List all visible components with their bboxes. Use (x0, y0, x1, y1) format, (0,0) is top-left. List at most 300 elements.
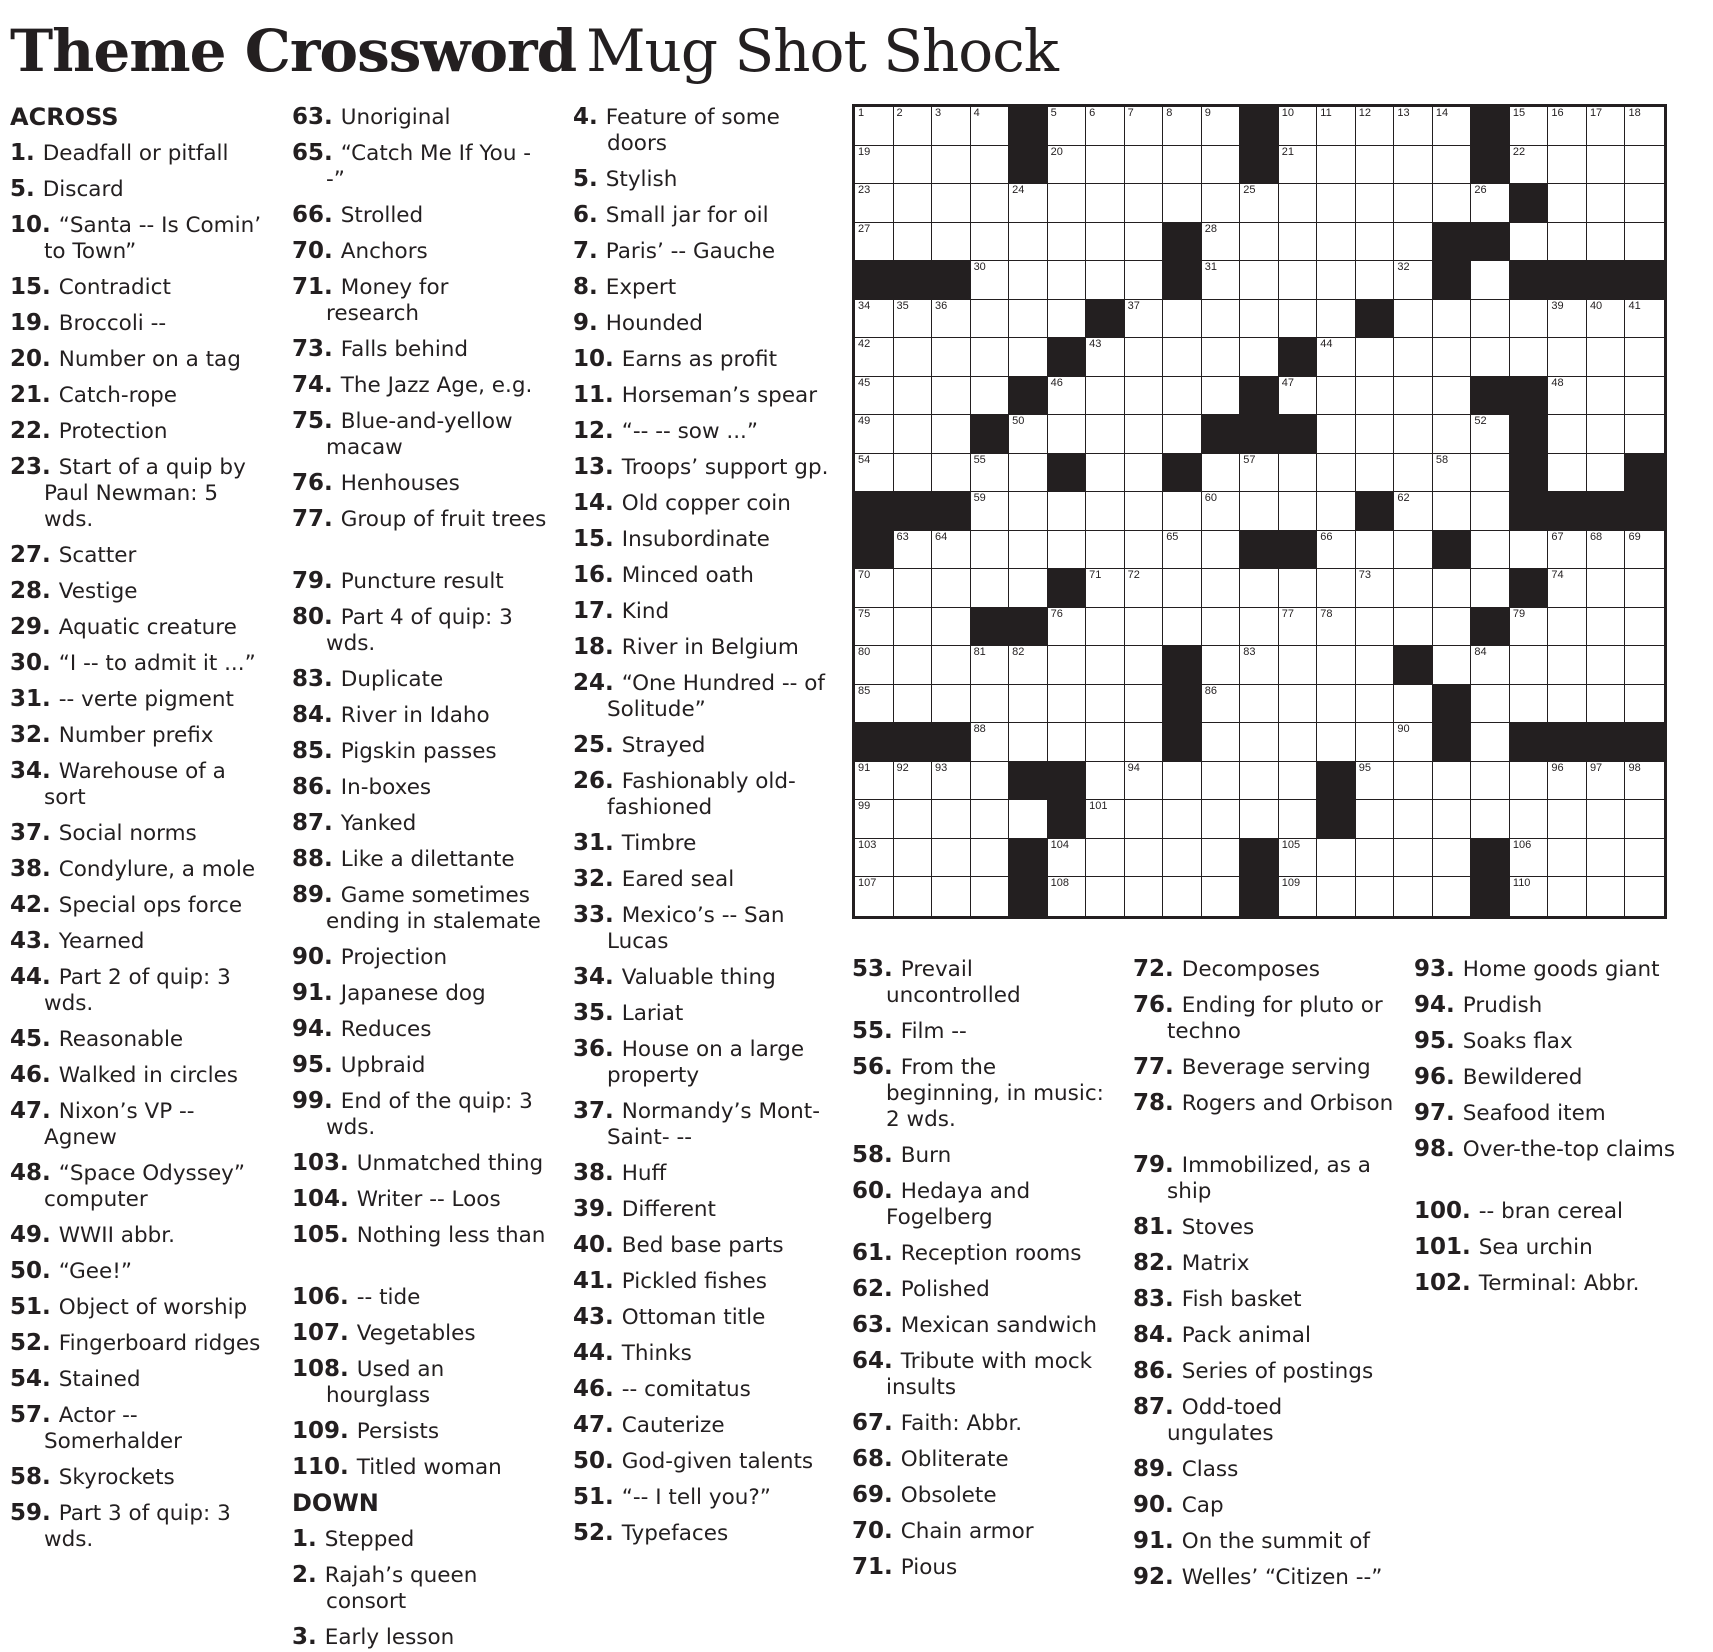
grid-cell[interactable] (971, 646, 1010, 685)
grid-cell[interactable] (1125, 877, 1164, 916)
grid-cell[interactable] (1548, 146, 1587, 185)
grid-cell[interactable] (1086, 415, 1125, 454)
grid-cell[interactable] (1433, 608, 1472, 647)
grid-cell[interactable] (1125, 261, 1164, 300)
grid-cell[interactable] (1086, 723, 1125, 762)
grid-cell[interactable] (932, 300, 971, 339)
grid-cell[interactable] (1548, 762, 1587, 801)
grid-cell[interactable] (1048, 685, 1087, 724)
grid-cell[interactable] (971, 877, 1010, 916)
grid-cell[interactable] (1009, 184, 1048, 223)
grid-cell[interactable] (1625, 646, 1664, 685)
grid-cell[interactable] (1510, 839, 1549, 878)
grid-cell[interactable] (1356, 223, 1395, 262)
grid-cell[interactable] (1125, 223, 1164, 262)
grid-cell[interactable] (894, 531, 933, 570)
grid-cell[interactable] (1125, 492, 1164, 531)
grid-cell[interactable] (1356, 723, 1395, 762)
grid-cell[interactable] (1317, 723, 1356, 762)
grid-cell[interactable] (1125, 608, 1164, 647)
grid-cell[interactable] (1009, 454, 1048, 493)
grid-cell[interactable] (1163, 877, 1202, 916)
grid-cell[interactable] (855, 415, 894, 454)
grid-cell[interactable] (855, 184, 894, 223)
grid-cell[interactable] (1086, 685, 1125, 724)
grid-cell[interactable] (1048, 300, 1087, 339)
grid-cell[interactable] (1202, 839, 1241, 878)
grid-cell[interactable] (1009, 415, 1048, 454)
grid-cell[interactable] (1202, 877, 1241, 916)
grid-cell[interactable] (1356, 685, 1395, 724)
grid-cell[interactable] (1125, 454, 1164, 493)
grid-cell[interactable] (1240, 608, 1279, 647)
grid-cell[interactable] (1394, 685, 1433, 724)
grid-cell[interactable] (1125, 569, 1164, 608)
grid-cell[interactable] (1279, 492, 1318, 531)
grid-cell[interactable] (1048, 415, 1087, 454)
grid-cell[interactable] (1548, 569, 1587, 608)
grid-cell[interactable] (1471, 454, 1510, 493)
grid-cell[interactable] (1048, 107, 1087, 146)
grid-cell[interactable] (1587, 300, 1626, 339)
grid-cell[interactable] (1202, 569, 1241, 608)
grid-cell[interactable] (1356, 377, 1395, 416)
grid-cell[interactable] (1163, 107, 1202, 146)
grid-cell[interactable] (1240, 261, 1279, 300)
grid-cell[interactable] (1587, 146, 1626, 185)
grid-cell[interactable] (1163, 839, 1202, 878)
grid-cell[interactable] (1510, 531, 1549, 570)
grid-cell[interactable] (1433, 338, 1472, 377)
grid-cell[interactable] (1317, 877, 1356, 916)
grid-cell[interactable] (1394, 377, 1433, 416)
grid-cell[interactable] (1086, 569, 1125, 608)
grid-cell[interactable] (1548, 608, 1587, 647)
grid-cell[interactable] (1240, 569, 1279, 608)
grid-cell[interactable] (1510, 762, 1549, 801)
grid-cell[interactable] (1317, 184, 1356, 223)
grid-cell[interactable] (1394, 300, 1433, 339)
grid-cell[interactable] (1202, 184, 1241, 223)
grid-cell[interactable] (1625, 184, 1664, 223)
grid-cell[interactable] (932, 454, 971, 493)
grid-cell[interactable] (932, 608, 971, 647)
grid-cell[interactable] (1125, 800, 1164, 839)
grid-cell[interactable] (1587, 377, 1626, 416)
grid-cell[interactable] (1394, 531, 1433, 570)
grid-cell[interactable] (1163, 338, 1202, 377)
grid-cell[interactable] (1202, 107, 1241, 146)
grid-cell[interactable] (971, 839, 1010, 878)
grid-cell[interactable] (1394, 877, 1433, 916)
grid-cell[interactable] (1086, 184, 1125, 223)
grid-cell[interactable] (1279, 839, 1318, 878)
grid-cell[interactable] (855, 839, 894, 878)
grid-cell[interactable] (1009, 300, 1048, 339)
grid-cell[interactable] (1125, 338, 1164, 377)
grid-cell[interactable] (1086, 338, 1125, 377)
grid-cell[interactable] (894, 454, 933, 493)
grid-cell[interactable] (1086, 261, 1125, 300)
grid-cell[interactable] (1086, 800, 1125, 839)
grid-cell[interactable] (855, 377, 894, 416)
grid-cell[interactable] (1587, 608, 1626, 647)
grid-cell[interactable] (1279, 569, 1318, 608)
grid-cell[interactable] (932, 223, 971, 262)
grid-cell[interactable] (1625, 338, 1664, 377)
grid-cell[interactable] (1279, 877, 1318, 916)
grid-cell[interactable] (1471, 261, 1510, 300)
grid-cell[interactable] (971, 531, 1010, 570)
grid-cell[interactable] (1048, 184, 1087, 223)
grid-cell[interactable] (971, 261, 1010, 300)
grid-cell[interactable] (1510, 608, 1549, 647)
grid-cell[interactable] (1279, 223, 1318, 262)
grid-cell[interactable] (1202, 646, 1241, 685)
grid-cell[interactable] (1163, 762, 1202, 801)
grid-cell[interactable] (1317, 839, 1356, 878)
grid-cell[interactable] (1587, 646, 1626, 685)
grid-cell[interactable] (1009, 646, 1048, 685)
grid-cell[interactable] (1471, 800, 1510, 839)
grid-cell[interactable] (971, 107, 1010, 146)
grid-cell[interactable] (1394, 723, 1433, 762)
grid-cell[interactable] (894, 608, 933, 647)
grid-cell[interactable] (894, 223, 933, 262)
grid-cell[interactable] (1279, 685, 1318, 724)
grid-cell[interactable] (1279, 646, 1318, 685)
grid-cell[interactable] (1394, 261, 1433, 300)
grid-cell[interactable] (1625, 877, 1664, 916)
grid-cell[interactable] (1125, 839, 1164, 878)
grid-cell[interactable] (894, 646, 933, 685)
grid-cell[interactable] (1394, 454, 1433, 493)
grid-cell[interactable] (1394, 146, 1433, 185)
grid-cell[interactable] (1317, 569, 1356, 608)
grid-cell[interactable] (1394, 223, 1433, 262)
grid-cell[interactable] (1125, 300, 1164, 339)
grid-cell[interactable] (1587, 338, 1626, 377)
grid-cell[interactable] (1394, 608, 1433, 647)
grid-cell[interactable] (1548, 338, 1587, 377)
grid-cell[interactable] (1471, 531, 1510, 570)
grid-cell[interactable] (1471, 646, 1510, 685)
grid-cell[interactable] (855, 569, 894, 608)
grid-cell[interactable] (1240, 762, 1279, 801)
grid-cell[interactable] (1163, 531, 1202, 570)
grid-cell[interactable] (932, 646, 971, 685)
grid-cell[interactable] (1163, 800, 1202, 839)
grid-cell[interactable] (1086, 877, 1125, 916)
grid-cell[interactable] (1317, 338, 1356, 377)
grid-cell[interactable] (1240, 646, 1279, 685)
grid-cell[interactable] (1625, 146, 1664, 185)
grid-cell[interactable] (894, 685, 933, 724)
grid-cell[interactable] (1048, 223, 1087, 262)
grid-cell[interactable] (1086, 377, 1125, 416)
grid-cell[interactable] (894, 377, 933, 416)
grid-cell[interactable] (1356, 261, 1395, 300)
grid-cell[interactable] (1279, 300, 1318, 339)
grid-cell[interactable] (1240, 300, 1279, 339)
grid-cell[interactable] (1471, 569, 1510, 608)
grid-cell[interactable] (1086, 146, 1125, 185)
grid-cell[interactable] (1433, 107, 1472, 146)
grid-cell[interactable] (971, 569, 1010, 608)
grid-cell[interactable] (1317, 531, 1356, 570)
grid-cell[interactable] (1202, 146, 1241, 185)
grid-cell[interactable] (1009, 685, 1048, 724)
grid-cell[interactable] (1625, 223, 1664, 262)
grid-cell[interactable] (932, 338, 971, 377)
grid-cell[interactable] (1433, 492, 1472, 531)
grid-cell[interactable] (1356, 646, 1395, 685)
grid-cell[interactable] (1471, 184, 1510, 223)
grid-cell[interactable] (855, 223, 894, 262)
grid-cell[interactable] (894, 762, 933, 801)
grid-cell[interactable] (1086, 454, 1125, 493)
grid-cell[interactable] (1317, 223, 1356, 262)
grid-cell[interactable] (1548, 531, 1587, 570)
grid-cell[interactable] (1587, 685, 1626, 724)
grid-cell[interactable] (1317, 146, 1356, 185)
grid-cell[interactable] (1587, 762, 1626, 801)
grid-cell[interactable] (1625, 608, 1664, 647)
grid-cell[interactable] (1086, 839, 1125, 878)
grid-cell[interactable] (971, 762, 1010, 801)
grid-cell[interactable] (1394, 762, 1433, 801)
grid-cell[interactable] (1202, 723, 1241, 762)
grid-cell[interactable] (894, 146, 933, 185)
grid-cell[interactable] (855, 107, 894, 146)
grid-cell[interactable] (1048, 377, 1087, 416)
grid-cell[interactable] (1433, 454, 1472, 493)
grid-cell[interactable] (932, 415, 971, 454)
grid-cell[interactable] (1587, 800, 1626, 839)
grid-cell[interactable] (1587, 877, 1626, 916)
grid-cell[interactable] (1356, 184, 1395, 223)
grid-cell[interactable] (932, 107, 971, 146)
grid-cell[interactable] (1394, 338, 1433, 377)
grid-cell[interactable] (1202, 531, 1241, 570)
grid-cell[interactable] (855, 877, 894, 916)
grid-cell[interactable] (1240, 223, 1279, 262)
grid-cell[interactable] (1125, 146, 1164, 185)
grid-cell[interactable] (1125, 685, 1164, 724)
grid-cell[interactable] (855, 338, 894, 377)
grid-cell[interactable] (894, 877, 933, 916)
grid-cell[interactable] (1163, 415, 1202, 454)
grid-cell[interactable] (1587, 569, 1626, 608)
grid-cell[interactable] (1125, 531, 1164, 570)
grid-cell[interactable] (1510, 107, 1549, 146)
grid-cell[interactable] (1279, 454, 1318, 493)
grid-cell[interactable] (1433, 300, 1472, 339)
grid-cell[interactable] (1471, 338, 1510, 377)
grid-cell[interactable] (1048, 646, 1087, 685)
grid-cell[interactable] (1510, 800, 1549, 839)
grid-cell[interactable] (1471, 492, 1510, 531)
grid-cell[interactable] (1048, 261, 1087, 300)
grid-cell[interactable] (1587, 415, 1626, 454)
grid-cell[interactable] (1394, 492, 1433, 531)
grid-cell[interactable] (1510, 300, 1549, 339)
grid-cell[interactable] (1510, 338, 1549, 377)
grid-cell[interactable] (1625, 762, 1664, 801)
grid-cell[interactable] (1356, 454, 1395, 493)
grid-cell[interactable] (1317, 107, 1356, 146)
grid-cell[interactable] (971, 300, 1010, 339)
grid-cell[interactable] (1471, 685, 1510, 724)
grid-cell[interactable] (971, 800, 1010, 839)
grid-cell[interactable] (1433, 415, 1472, 454)
grid-cell[interactable] (1356, 338, 1395, 377)
grid-cell[interactable] (855, 454, 894, 493)
grid-cell[interactable] (1240, 184, 1279, 223)
grid-cell[interactable] (855, 300, 894, 339)
grid-cell[interactable] (1587, 223, 1626, 262)
grid-cell[interactable] (971, 492, 1010, 531)
grid-cell[interactable] (1317, 685, 1356, 724)
grid-cell[interactable] (932, 800, 971, 839)
grid-cell[interactable] (1625, 685, 1664, 724)
grid-cell[interactable] (1009, 800, 1048, 839)
grid-cell[interactable] (1125, 377, 1164, 416)
grid-cell[interactable] (894, 184, 933, 223)
grid-cell[interactable] (894, 415, 933, 454)
grid-cell[interactable] (894, 839, 933, 878)
grid-cell[interactable] (1202, 377, 1241, 416)
grid-cell[interactable] (1086, 492, 1125, 531)
grid-cell[interactable] (1279, 184, 1318, 223)
grid-cell[interactable] (1317, 377, 1356, 416)
grid-cell[interactable] (971, 377, 1010, 416)
grid-cell[interactable] (1356, 877, 1395, 916)
grid-cell[interactable] (1009, 492, 1048, 531)
grid-cell[interactable] (1317, 300, 1356, 339)
grid-cell[interactable] (1086, 608, 1125, 647)
grid-cell[interactable] (1394, 839, 1433, 878)
grid-cell[interactable] (1279, 608, 1318, 647)
grid-cell[interactable] (1125, 723, 1164, 762)
grid-cell[interactable] (1086, 762, 1125, 801)
grid-cell[interactable] (1009, 531, 1048, 570)
grid-cell[interactable] (1510, 223, 1549, 262)
grid-cell[interactable] (971, 723, 1010, 762)
grid-cell[interactable] (1202, 800, 1241, 839)
grid-cell[interactable] (932, 877, 971, 916)
grid-cell[interactable] (1009, 338, 1048, 377)
grid-cell[interactable] (1625, 107, 1664, 146)
grid-cell[interactable] (855, 646, 894, 685)
grid-cell[interactable] (1394, 415, 1433, 454)
grid-cell[interactable] (1433, 646, 1472, 685)
grid-cell[interactable] (1356, 569, 1395, 608)
grid-cell[interactable] (1471, 762, 1510, 801)
grid-cell[interactable] (855, 685, 894, 724)
grid-cell[interactable] (1279, 723, 1318, 762)
grid-cell[interactable] (1625, 800, 1664, 839)
grid-cell[interactable] (1240, 685, 1279, 724)
grid-cell[interactable] (932, 184, 971, 223)
grid-cell[interactable] (1202, 300, 1241, 339)
grid-cell[interactable] (1548, 300, 1587, 339)
grid-cell[interactable] (1625, 839, 1664, 878)
grid-cell[interactable] (1086, 531, 1125, 570)
grid-cell[interactable] (1356, 762, 1395, 801)
grid-cell[interactable] (855, 762, 894, 801)
grid-cell[interactable] (1317, 492, 1356, 531)
grid-cell[interactable] (1279, 377, 1318, 416)
grid-cell[interactable] (971, 146, 1010, 185)
grid-cell[interactable] (1587, 839, 1626, 878)
grid-cell[interactable] (1433, 184, 1472, 223)
grid-cell[interactable] (971, 184, 1010, 223)
grid-cell[interactable] (1433, 877, 1472, 916)
grid-cell[interactable] (1202, 685, 1241, 724)
grid-cell[interactable] (1202, 223, 1241, 262)
grid-cell[interactable] (932, 762, 971, 801)
grid-cell[interactable] (1279, 146, 1318, 185)
grid-cell[interactable] (1202, 454, 1241, 493)
grid-cell[interactable] (1163, 569, 1202, 608)
grid-cell[interactable] (1202, 762, 1241, 801)
grid-cell[interactable] (1163, 377, 1202, 416)
grid-cell[interactable] (1009, 723, 1048, 762)
grid-cell[interactable] (1356, 800, 1395, 839)
grid-cell[interactable] (1433, 800, 1472, 839)
grid-cell[interactable] (1125, 184, 1164, 223)
grid-cell[interactable] (1048, 608, 1087, 647)
grid-cell[interactable] (855, 146, 894, 185)
grid-cell[interactable] (1125, 415, 1164, 454)
grid-cell[interactable] (932, 685, 971, 724)
grid-cell[interactable] (1625, 415, 1664, 454)
grid-cell[interactable] (1163, 492, 1202, 531)
grid-cell[interactable] (932, 531, 971, 570)
grid-cell[interactable] (1356, 608, 1395, 647)
grid-cell[interactable] (1048, 839, 1087, 878)
grid-cell[interactable] (1356, 839, 1395, 878)
grid-cell[interactable] (1548, 415, 1587, 454)
grid-cell[interactable] (1548, 377, 1587, 416)
grid-cell[interactable] (1587, 454, 1626, 493)
grid-cell[interactable] (1394, 569, 1433, 608)
grid-cell[interactable] (1510, 685, 1549, 724)
grid-cell[interactable] (1202, 261, 1241, 300)
grid-cell[interactable] (1548, 223, 1587, 262)
grid-cell[interactable] (1356, 531, 1395, 570)
grid-cell[interactable] (1086, 223, 1125, 262)
grid-cell[interactable] (1240, 492, 1279, 531)
grid-cell[interactable] (1279, 107, 1318, 146)
grid-cell[interactable] (894, 338, 933, 377)
grid-cell[interactable] (1240, 338, 1279, 377)
grid-cell[interactable] (1240, 723, 1279, 762)
grid-cell[interactable] (1548, 839, 1587, 878)
grid-cell[interactable] (932, 146, 971, 185)
grid-cell[interactable] (1048, 146, 1087, 185)
grid-cell[interactable] (1125, 762, 1164, 801)
grid-cell[interactable] (1317, 608, 1356, 647)
grid-cell[interactable] (1240, 454, 1279, 493)
grid-cell[interactable] (1471, 723, 1510, 762)
grid-cell[interactable] (1587, 184, 1626, 223)
grid-cell[interactable] (1548, 877, 1587, 916)
grid-cell[interactable] (1163, 608, 1202, 647)
grid-cell[interactable] (1394, 800, 1433, 839)
grid-cell[interactable] (1240, 800, 1279, 839)
